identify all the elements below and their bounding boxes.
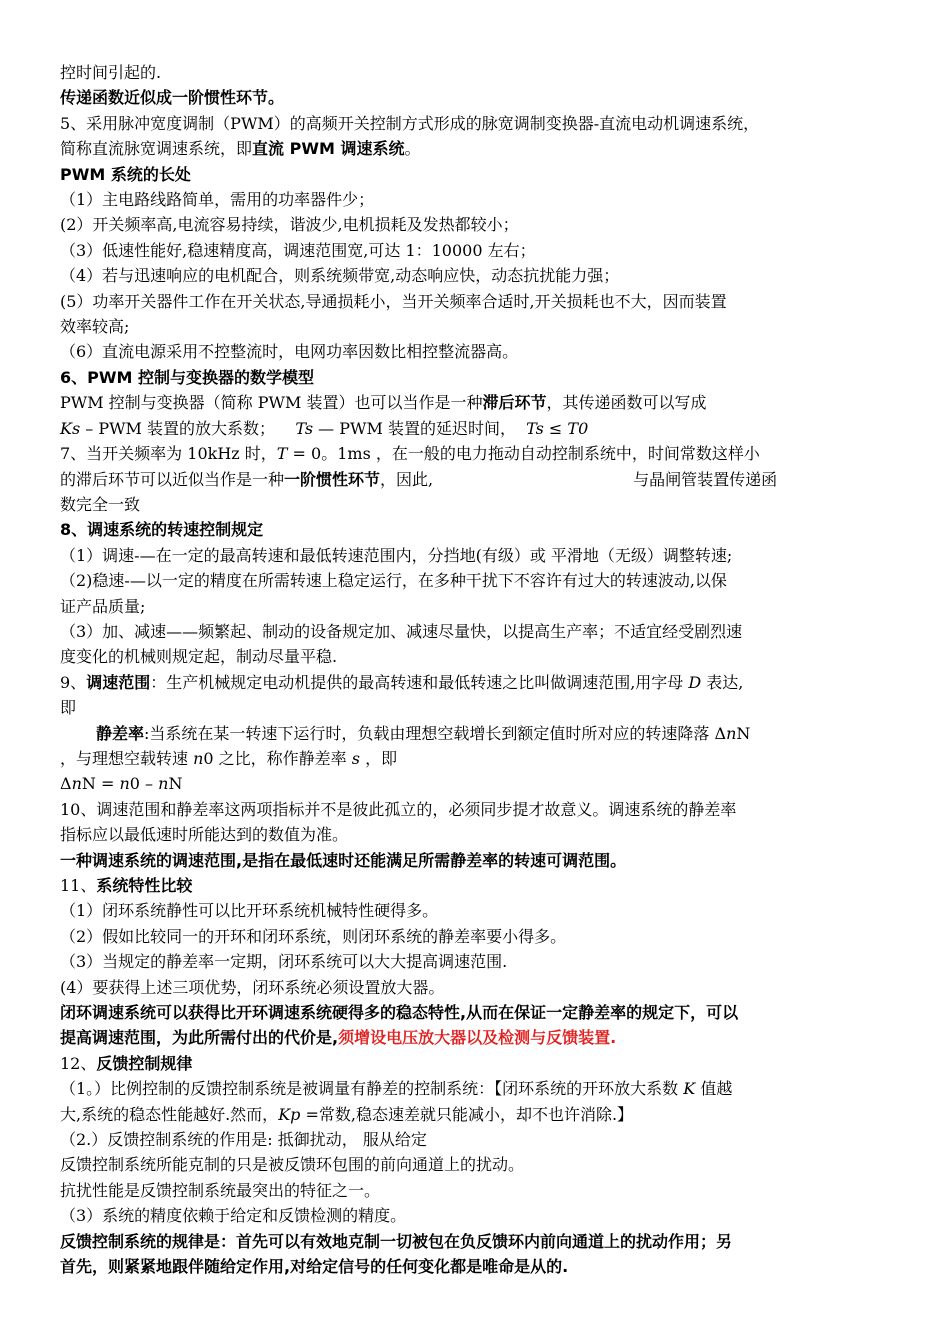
text-line	[60, 746, 890, 771]
bold-line: 传递函数近似成一阶惯性环节。	[60, 88, 285, 108]
section-heading	[60, 1051, 890, 1076]
bold-term: 静差率	[96, 723, 145, 743]
section-heading: PWM 系统的长处	[60, 164, 191, 184]
bold-line: 首先，则紧紧地跟伴随给定作用,对给定信号的任何变化都是唯命是从的.	[60, 1257, 569, 1277]
text-span: N	[168, 774, 183, 794]
text-span: N	[736, 723, 751, 743]
symbol: D	[688, 672, 702, 692]
list-item: （2）假如比较同一的开环和闭环系统，则闭环系统的静差率要小得多。	[60, 926, 567, 946]
text-span: 0 之比，称作静差率	[203, 748, 352, 768]
text-span: 的滞后环节可以近似当作是一种	[60, 469, 285, 489]
list-item: (5）功率开关器件工作在开关状态,导通损耗小，当开关频率合适时,开关损耗也不大，因而装置	[60, 291, 727, 311]
text-span: 简称直流脉宽调速系统，即	[60, 139, 253, 159]
list-item: （1）闭环系统静性可以比开环系统机械特性硬得多。	[60, 901, 439, 921]
text-line: 即	[60, 698, 77, 718]
text-line	[60, 136, 890, 161]
symbol: n	[119, 774, 130, 794]
bold-term: 反馈控制规律	[96, 1053, 193, 1073]
list-item: （3）低速性能好,稳速精度高，调速范围宽,可达 1：10000 左右；	[60, 240, 536, 260]
text-line: 控时间引起的.	[60, 63, 162, 82]
text-span: 提高调速范围，为此所需付出的代价是,	[60, 1028, 339, 1048]
bold-line: 闭环调速系统可以获得比开环调速系统硬得多的稳态特性,从而在保证一定静差率的规定下，可以	[60, 1003, 739, 1023]
text-line: 指标应以最低速时所能达到的数值为准。	[60, 825, 349, 845]
text-line	[60, 441, 890, 466]
text-span: N =	[81, 774, 120, 794]
list-item: （4）若与迅速响应的电机配合，则系统频带宽,动态响应快，动态抗扰能力强；	[60, 266, 620, 286]
bold-term: 系统特性比较	[96, 876, 193, 895]
text-span: ，因此,	[380, 469, 434, 489]
text-line	[60, 416, 890, 441]
text-span: 值越	[695, 1079, 733, 1099]
symbol: T	[276, 444, 288, 464]
text-line: 度变化的机械则规定起，制动尽量平稳.	[60, 647, 338, 667]
section-heading: 8、调速系统的转速控制规定	[60, 520, 264, 540]
bold-line: 反馈控制系统的规律是：首先可以有效地克制一切被包在负反馈环内前向通道上的扰动作用；另	[60, 1231, 733, 1251]
text-span: 12、	[60, 1053, 97, 1073]
bold-term: 一阶惯性环节	[284, 469, 381, 489]
text-span: :当系统在某一转速下运行时，负载由理想空载增长到额定值时所对应的转速降落 Δ	[144, 723, 727, 743]
formula-line	[60, 771, 890, 796]
symbol: n	[71, 774, 82, 794]
text-span: ：生产机械规定电动机提供的最高转速和最低转速之比叫做调速范围,用字母	[150, 672, 689, 692]
text-line: 5、采用脉冲宽度调制（PWM）的高频开关控制方式形成的脉宽调制变换器-直流电动机调速系统，	[60, 113, 760, 133]
list-item: （2)稳速-—以一定的精度在所需转速上稳定运行，在多种干扰下不容许有过大的转速波动,以保	[60, 571, 727, 591]
text-span: Δ	[60, 774, 72, 794]
text-span: =常数,稳态速差就只能减小，却不也许消除.】	[300, 1104, 634, 1124]
list-item: （3）加、减速——频繁起、制动的设备规定加、减速尽量快，以提高生产率；不适宜经受剧烈速	[60, 621, 743, 641]
text-line	[60, 467, 890, 492]
list-item: （3）系统的精度依赖于给定和反馈检测的精度。	[60, 1206, 407, 1226]
bold-term: 直流 PWM 调速系统	[252, 139, 405, 159]
list-item: (2）开关频率高,电流容易持续，谐波少,电机损耗及发热都较小；	[60, 215, 519, 235]
text-line: 证产品质量;	[60, 596, 146, 616]
text-span: = 0。1ms ，在一般的电力拖动自动控制系统中，时间常数这样小	[287, 444, 760, 464]
text-span: – PWM 装置的放大系数；	[80, 418, 276, 438]
text-line	[60, 1102, 890, 1127]
text-span: — PWM 装置的延迟时间，	[313, 418, 516, 438]
symbol: n	[158, 774, 169, 794]
symbol: Ts	[295, 418, 314, 438]
bold-term: 调速范围	[86, 672, 151, 692]
bold-line	[60, 1025, 890, 1050]
list-item	[60, 1076, 890, 1101]
symbol: n	[726, 723, 737, 743]
symbol: Ks	[60, 418, 81, 438]
text-span: ，即	[359, 748, 398, 768]
list-item: （3）当规定的静差率一定期，闭环系统可以大大提高调速范围.	[60, 952, 508, 972]
document-page	[60, 60, 890, 1280]
text-line: 10、调速范围和静差率这两项指标并不是彼此孤立的，必须同步提才故意义。调速系统的静差率	[60, 799, 737, 819]
symbol: s	[351, 748, 360, 768]
text-span: ，与理想空载转速	[60, 748, 194, 768]
text-line: 反馈控制系统所能克制的只是被反馈环包围的前向通道上的扰动。	[60, 1155, 525, 1175]
text-span: 11、	[60, 876, 97, 895]
text-span: 0 –	[129, 774, 159, 794]
list-item: （2.）反馈控制系统的作用是: 抵御扰动， 服从给定	[60, 1130, 427, 1150]
symbol: Ts ≤ T0	[526, 418, 589, 438]
text-span: PWM 控制与变换器（简称 PWM 装置）也可以当作是一种	[60, 393, 483, 413]
text-line: 数完全一致	[60, 494, 141, 514]
text-span: 大,系统的稳态性能越好.然而，	[60, 1104, 279, 1124]
highlight-text: 须增设电压放大器以及检测与反馈装置.	[338, 1028, 617, 1048]
text-span: 7、当开关频率为 10kHz 时，	[60, 444, 277, 464]
symbol: Kp	[278, 1104, 301, 1124]
section-heading: 6、PWM 控制与变换器的数学模型	[60, 367, 315, 387]
list-item: （1）调速-—在一定的最高转速和最低转速范围内，分挡地(有级）或 平滑地（无级）调整转速;	[60, 545, 733, 565]
bold-line: 一种调速系统的调速范围,是指在最低速时还能满足所需静差率的转速可调范围。	[60, 850, 627, 870]
text-span: 。	[404, 139, 421, 159]
list-item: （1）主电路线路简单，需用的功率器件少；	[60, 190, 375, 210]
text-line	[60, 670, 890, 695]
list-item: (4）要获得上述三项优势，闭环系统必须设置放大器。	[60, 977, 445, 997]
text-line	[60, 721, 890, 746]
text-line	[60, 390, 890, 415]
list-item: （6）直流电源采用不控整流时，电网功率因数比相控整流器高。	[60, 342, 519, 362]
text-span: （1。）比例控制的反馈控制系统是被调量有静差的控制系统：【闭环系统的开环放大系数	[60, 1079, 684, 1099]
text-span: 9、	[60, 672, 87, 692]
text-line: 抗扰性能是反馈控制系统最突出的特征之一。	[60, 1180, 381, 1200]
symbol: K	[683, 1079, 696, 1099]
text-span: ，其传递函数可以写成	[546, 393, 707, 413]
text-span: 表达,	[701, 672, 744, 692]
text-line: 效率较高;	[60, 317, 130, 337]
bold-term: 滞后环节	[482, 393, 547, 413]
symbol: n	[193, 748, 204, 768]
text-span: 与晶闸管装置传递函	[633, 469, 778, 489]
section-heading	[60, 873, 890, 898]
